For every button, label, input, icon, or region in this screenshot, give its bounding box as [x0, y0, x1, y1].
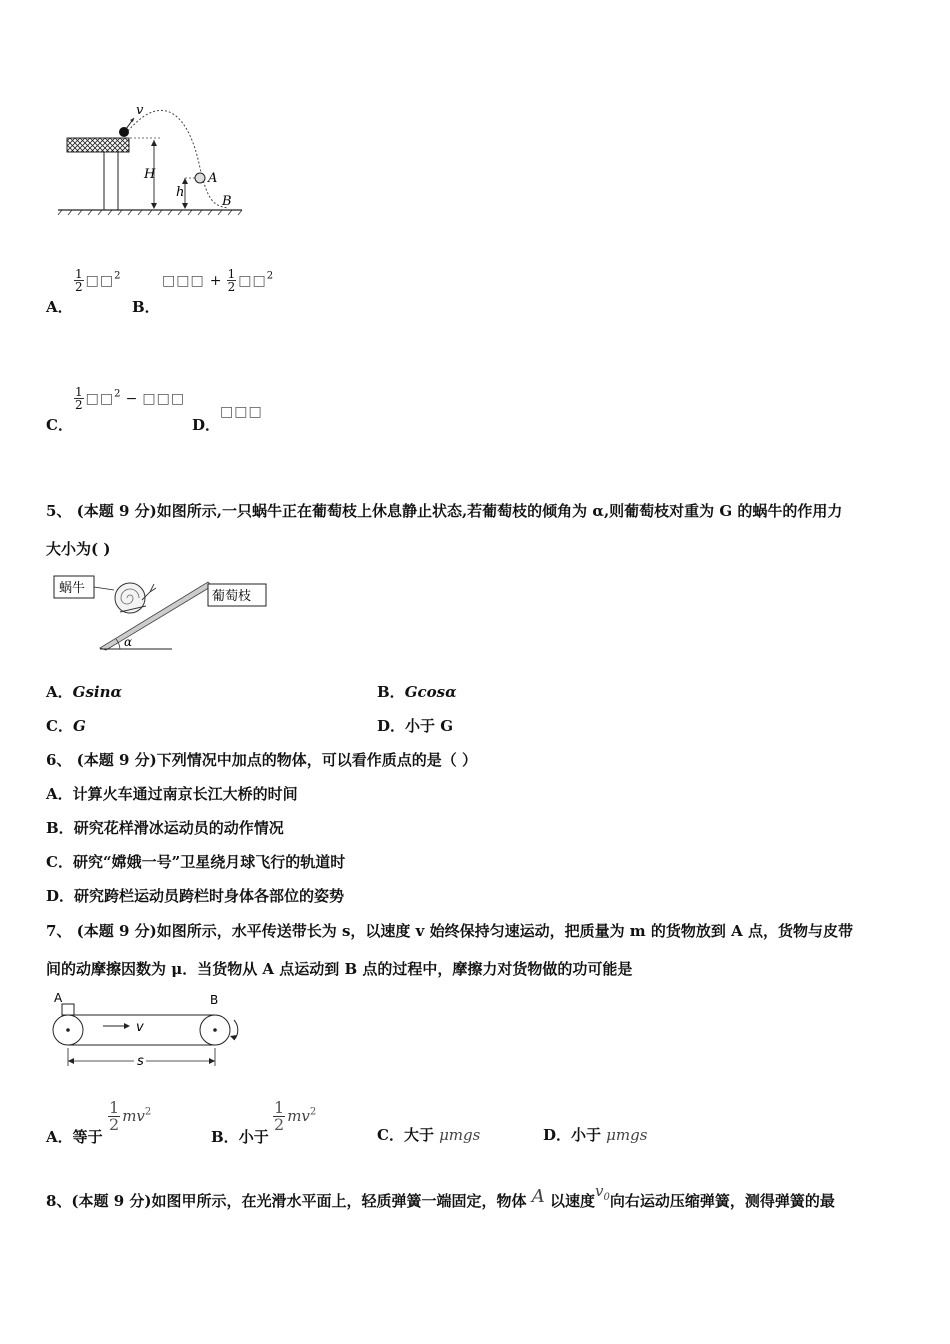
- table-top: [67, 138, 129, 152]
- expr: μmgs: [439, 1126, 481, 1144]
- cargo-block: [62, 1004, 74, 1015]
- option-label: C．: [46, 853, 73, 871]
- label-s: s: [137, 1054, 144, 1069]
- q6-option-d[interactable]: [46, 885, 344, 906]
- exponent: 2: [309, 1106, 317, 1118]
- expr: mv: [122, 1107, 145, 1125]
- label-A: A: [208, 171, 218, 186]
- plus: +: [209, 273, 222, 289]
- option-label: C．: [46, 717, 73, 735]
- q8-part3: 向右运动压缩弹簧，测得弹簧的最: [609, 1192, 835, 1210]
- option-label: C．: [377, 1126, 404, 1144]
- frac-num: 1: [274, 1098, 285, 1117]
- option-text: 研究跨栏运动员跨栏时身体各部位的姿势: [74, 887, 345, 905]
- frac-den: 2: [227, 280, 236, 294]
- label-H: H: [144, 167, 156, 182]
- expr: μmgs: [606, 1126, 648, 1144]
- label-branch: 葡萄枝: [212, 589, 252, 604]
- q7-option-b[interactable]: [211, 1098, 361, 1148]
- q6-stem: 6、 (本题 9 分)下列情况中加点的物体，可以看作质点的是（ ）: [46, 751, 477, 769]
- table-leg: [104, 152, 118, 210]
- option-text: 计算火车通过南京长江大桥的时间: [72, 785, 298, 803]
- q7-option-d[interactable]: [543, 1124, 647, 1145]
- option-text: 大于: [403, 1126, 434, 1144]
- option-text: 等于: [72, 1128, 103, 1146]
- option-label: C．: [46, 416, 73, 434]
- frac-num: 1: [75, 267, 83, 281]
- snail-shell: [115, 583, 145, 613]
- q5-option-c[interactable]: [46, 715, 86, 736]
- label-v: v: [136, 103, 144, 118]
- option-label: A．: [46, 785, 73, 803]
- option-label: B．: [132, 298, 160, 316]
- q8-part1: 8、(本题 9 分)如图甲所示，在光滑水平面上，轻质弹簧一端固定，物体: [46, 1192, 527, 1210]
- exponent: 2: [114, 270, 121, 282]
- frac-den: 2: [75, 280, 83, 294]
- option-text: 小于 G: [405, 717, 454, 735]
- frac-den: 2: [274, 1115, 285, 1134]
- q4-figure: [50, 98, 250, 220]
- label-A: A: [54, 991, 63, 1005]
- q8-v0: [595, 1182, 610, 1203]
- q6-option-c[interactable]: [46, 851, 345, 872]
- option-label: B．: [46, 819, 74, 837]
- q8-object-A: A: [531, 1186, 545, 1207]
- frac-num: 1: [75, 385, 83, 399]
- expr: □□□: [220, 404, 263, 420]
- label-h: h: [176, 185, 185, 200]
- q5-figure: [50, 570, 270, 655]
- option-text: 小于: [571, 1126, 602, 1144]
- option-label: D．: [543, 1126, 572, 1144]
- suffix: □□□: [142, 391, 186, 407]
- q7-option-a[interactable]: [46, 1098, 196, 1148]
- label-B: B: [210, 993, 219, 1007]
- q7-figure: [48, 990, 258, 1070]
- q8-part2: 以速度: [550, 1192, 596, 1210]
- prefix: □□□: [162, 273, 205, 289]
- ball-start: [119, 127, 129, 137]
- frac-den: 2: [109, 1115, 120, 1134]
- label-alpha: α: [124, 635, 133, 649]
- q7-option-c[interactable]: [377, 1124, 480, 1145]
- expr: □□: [85, 273, 115, 289]
- frac-num: 1: [227, 267, 236, 281]
- option-text: Gcosα: [404, 683, 457, 701]
- q5-option-a[interactable]: [46, 681, 122, 702]
- label-snail: 蜗牛: [59, 581, 86, 596]
- exponent: 2: [144, 1106, 152, 1118]
- option-text: 小于: [238, 1128, 269, 1146]
- q6-option-a[interactable]: [46, 783, 298, 804]
- option-label: B．: [377, 683, 405, 701]
- q7-stem-line1: 7、 (本题 9 分)如图所示，水平传送带长为 s，以速度 v 始终保持匀速运动，把质量为 m 的货物放到 A 点，货物与皮带: [46, 922, 853, 940]
- frac-den: 2: [75, 398, 83, 412]
- option-label: A．: [46, 1128, 73, 1146]
- q8-stem: [46, 1182, 835, 1213]
- q6-option-b[interactable]: [46, 817, 284, 838]
- label-B: B: [222, 194, 232, 209]
- option-text: G: [72, 717, 86, 735]
- exponent: 2: [266, 270, 274, 282]
- q5-stem-line2: 大小为( ): [46, 540, 111, 558]
- option-label: B．: [211, 1128, 239, 1146]
- option-text: 研究“嫦娥一号”卫星绕月球飞行的轨道时: [72, 853, 346, 871]
- q5-stem-line1: 5、 (本题 9 分)如图所示,一只蜗牛正在葡萄枝上休息静止状态,若葡萄枝的倾角为 α,则葡萄枝对重为 G 的蜗牛的作用力: [46, 502, 843, 520]
- expr: □□: [238, 273, 267, 289]
- option-label: D．: [377, 717, 406, 735]
- q8-v0-base: v: [595, 1182, 604, 1200]
- q5-option-d[interactable]: [377, 715, 453, 736]
- option-text: Gsinα: [72, 683, 123, 701]
- frac-num: 1: [109, 1098, 120, 1117]
- q8-v0-sub: 0: [603, 1192, 610, 1203]
- minus: −: [125, 391, 138, 407]
- option-text: 研究花样滑冰运动员的动作情况: [73, 819, 284, 837]
- option-label: D．: [192, 416, 221, 434]
- exponent: 2: [114, 388, 121, 400]
- expr: mv: [287, 1107, 310, 1125]
- label-v: v: [136, 1020, 144, 1035]
- q7-stem-line2: 间的动摩擦因数为 μ．当货物从 A 点运动到 B 点的过程中，摩擦力对货物做的功可能是: [46, 960, 633, 978]
- expr: □□: [85, 391, 115, 407]
- ball-a: [195, 173, 205, 183]
- option-label: A．: [46, 683, 73, 701]
- option-label: A．: [46, 298, 73, 316]
- q5-option-b[interactable]: [377, 681, 457, 702]
- option-label: D．: [46, 887, 75, 905]
